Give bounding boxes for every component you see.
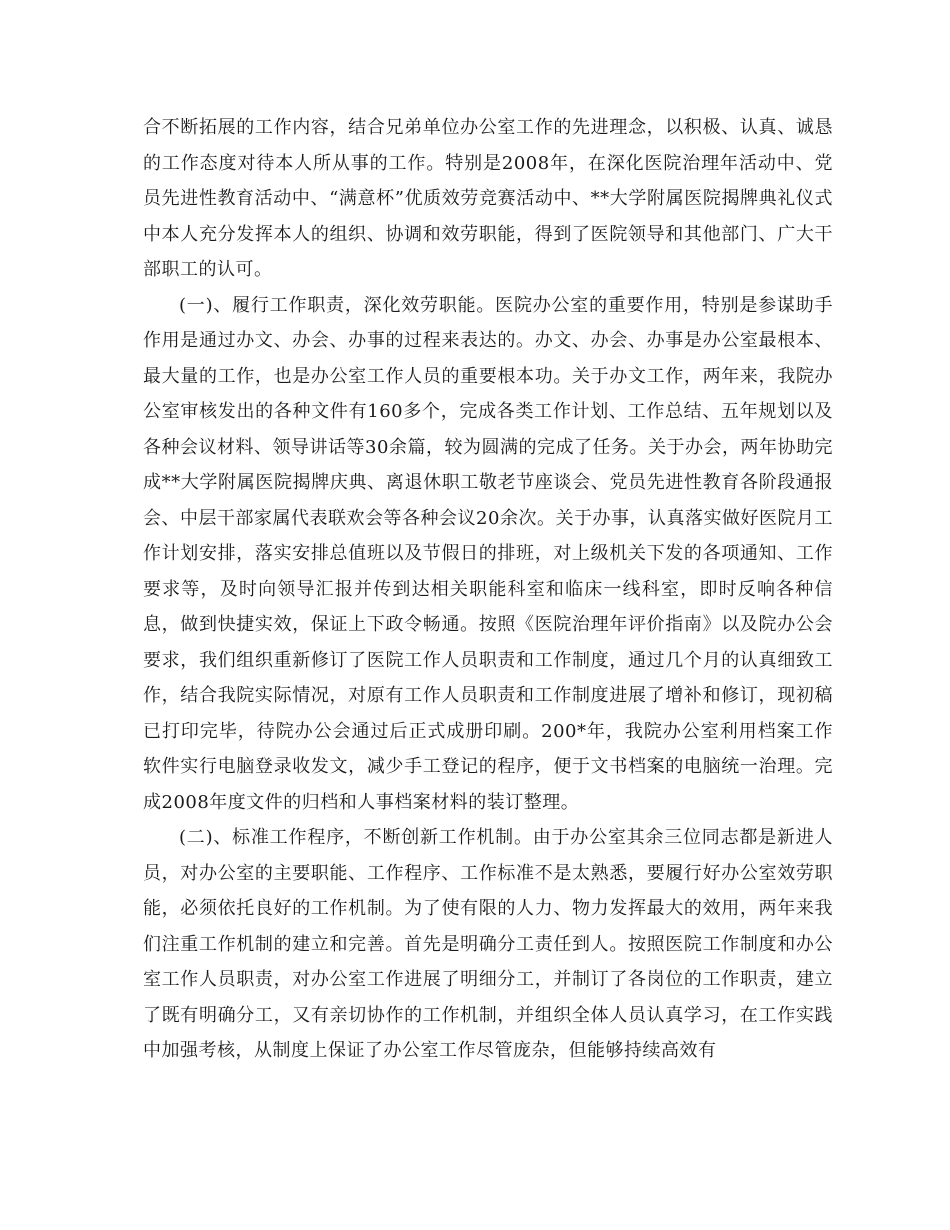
paragraph-continuation: 合不断拓展的工作内容，结合兄弟单位办公室工作的先进理念，以积极、认真、诚恳的工作态度对待本人所从事的工作。特别是2008年，在深化医院治理年活动中、党员先进性教育活动中、“满意杯”优质效劳竞赛活动中、**大学附属医院揭牌典礼仪式中本人充分发挥本人的组织、协调和效劳职能，得到了医院领导和其他部门、广大干部职工的认可。 xyxy=(143,117,833,280)
document-body xyxy=(143,110,833,1069)
paragraph-section-one: (一)、履行工作职责，深化效劳职能。医院办公室的重要作用，特别是参谋助手作用是通过办文、办会、办事的过程来表达的。办文、办会、办事是办公室最根本、最大量的工作，也是办公室工作人员的重要根本功。关于办文工作，两年来，我院办公室审核发出的各种文件有160多个，完成各类工作计划、工作总结、五年规划以及各种会议材料、领导讲话等30余篇，较为圆满的完成了任务。关于办会，两年协助完成**大学附属医院揭牌庆典、离退休职工敬老节座谈会、党员先进性教育各阶段通报会、中层干部家属代表联欢会等各种会议20余次。关于办事，认真落实做好医院月工作计划安排，落实安排总值班以及节假日的排班，对上级机关下发的各项通知、工作要求等，及时向领导汇报并传到达相关职能科室和临床一线科室，即时反响各种信息，做到快捷实效，保证上下政令畅通。按照《医院治理年评价指南》以及院办公会要求，我们组织重新修订了医院工作人员职责和工作制度，通过几个月的认真细致工作，结合我院实际情况，对原有工作人员职责和工作制度进展了增补和修订，现初稿已打印完毕，待院办公会通过后正式成册印刷。200*年，我院办公室利用档案工作软件实行电脑登录收发文，减少手工登记的程序，便于文书档案的电脑统一治理。完成2008年度文件的归档和人事档案材料的装订整理。 xyxy=(143,294,833,813)
paragraph-section-two: (二)、标准工作程序，不断创新工作机制。由于办公室其余三位同志都是新进人员，对办公室的主要职能、工作程序、工作标准不是太熟悉，要履行好办公室效劳职能，必须依托良好的工作机制。为了使有限的人力、物力发挥最大的效用，两年来我们注重工作机制的建立和完善。首先是明确分工责任到人。按照医院工作制度和办公室工作人员职责，对办公室工作进展了明细分工，并制订了各岗位的工作职责，建立了既有明确分工，又有亲切协作的工作机制，并组织全体人员认真学习，在工作实践中加强考核，从制度上保证了办公室工作尽管庞杂，但能够持续高效有 xyxy=(143,827,833,1061)
